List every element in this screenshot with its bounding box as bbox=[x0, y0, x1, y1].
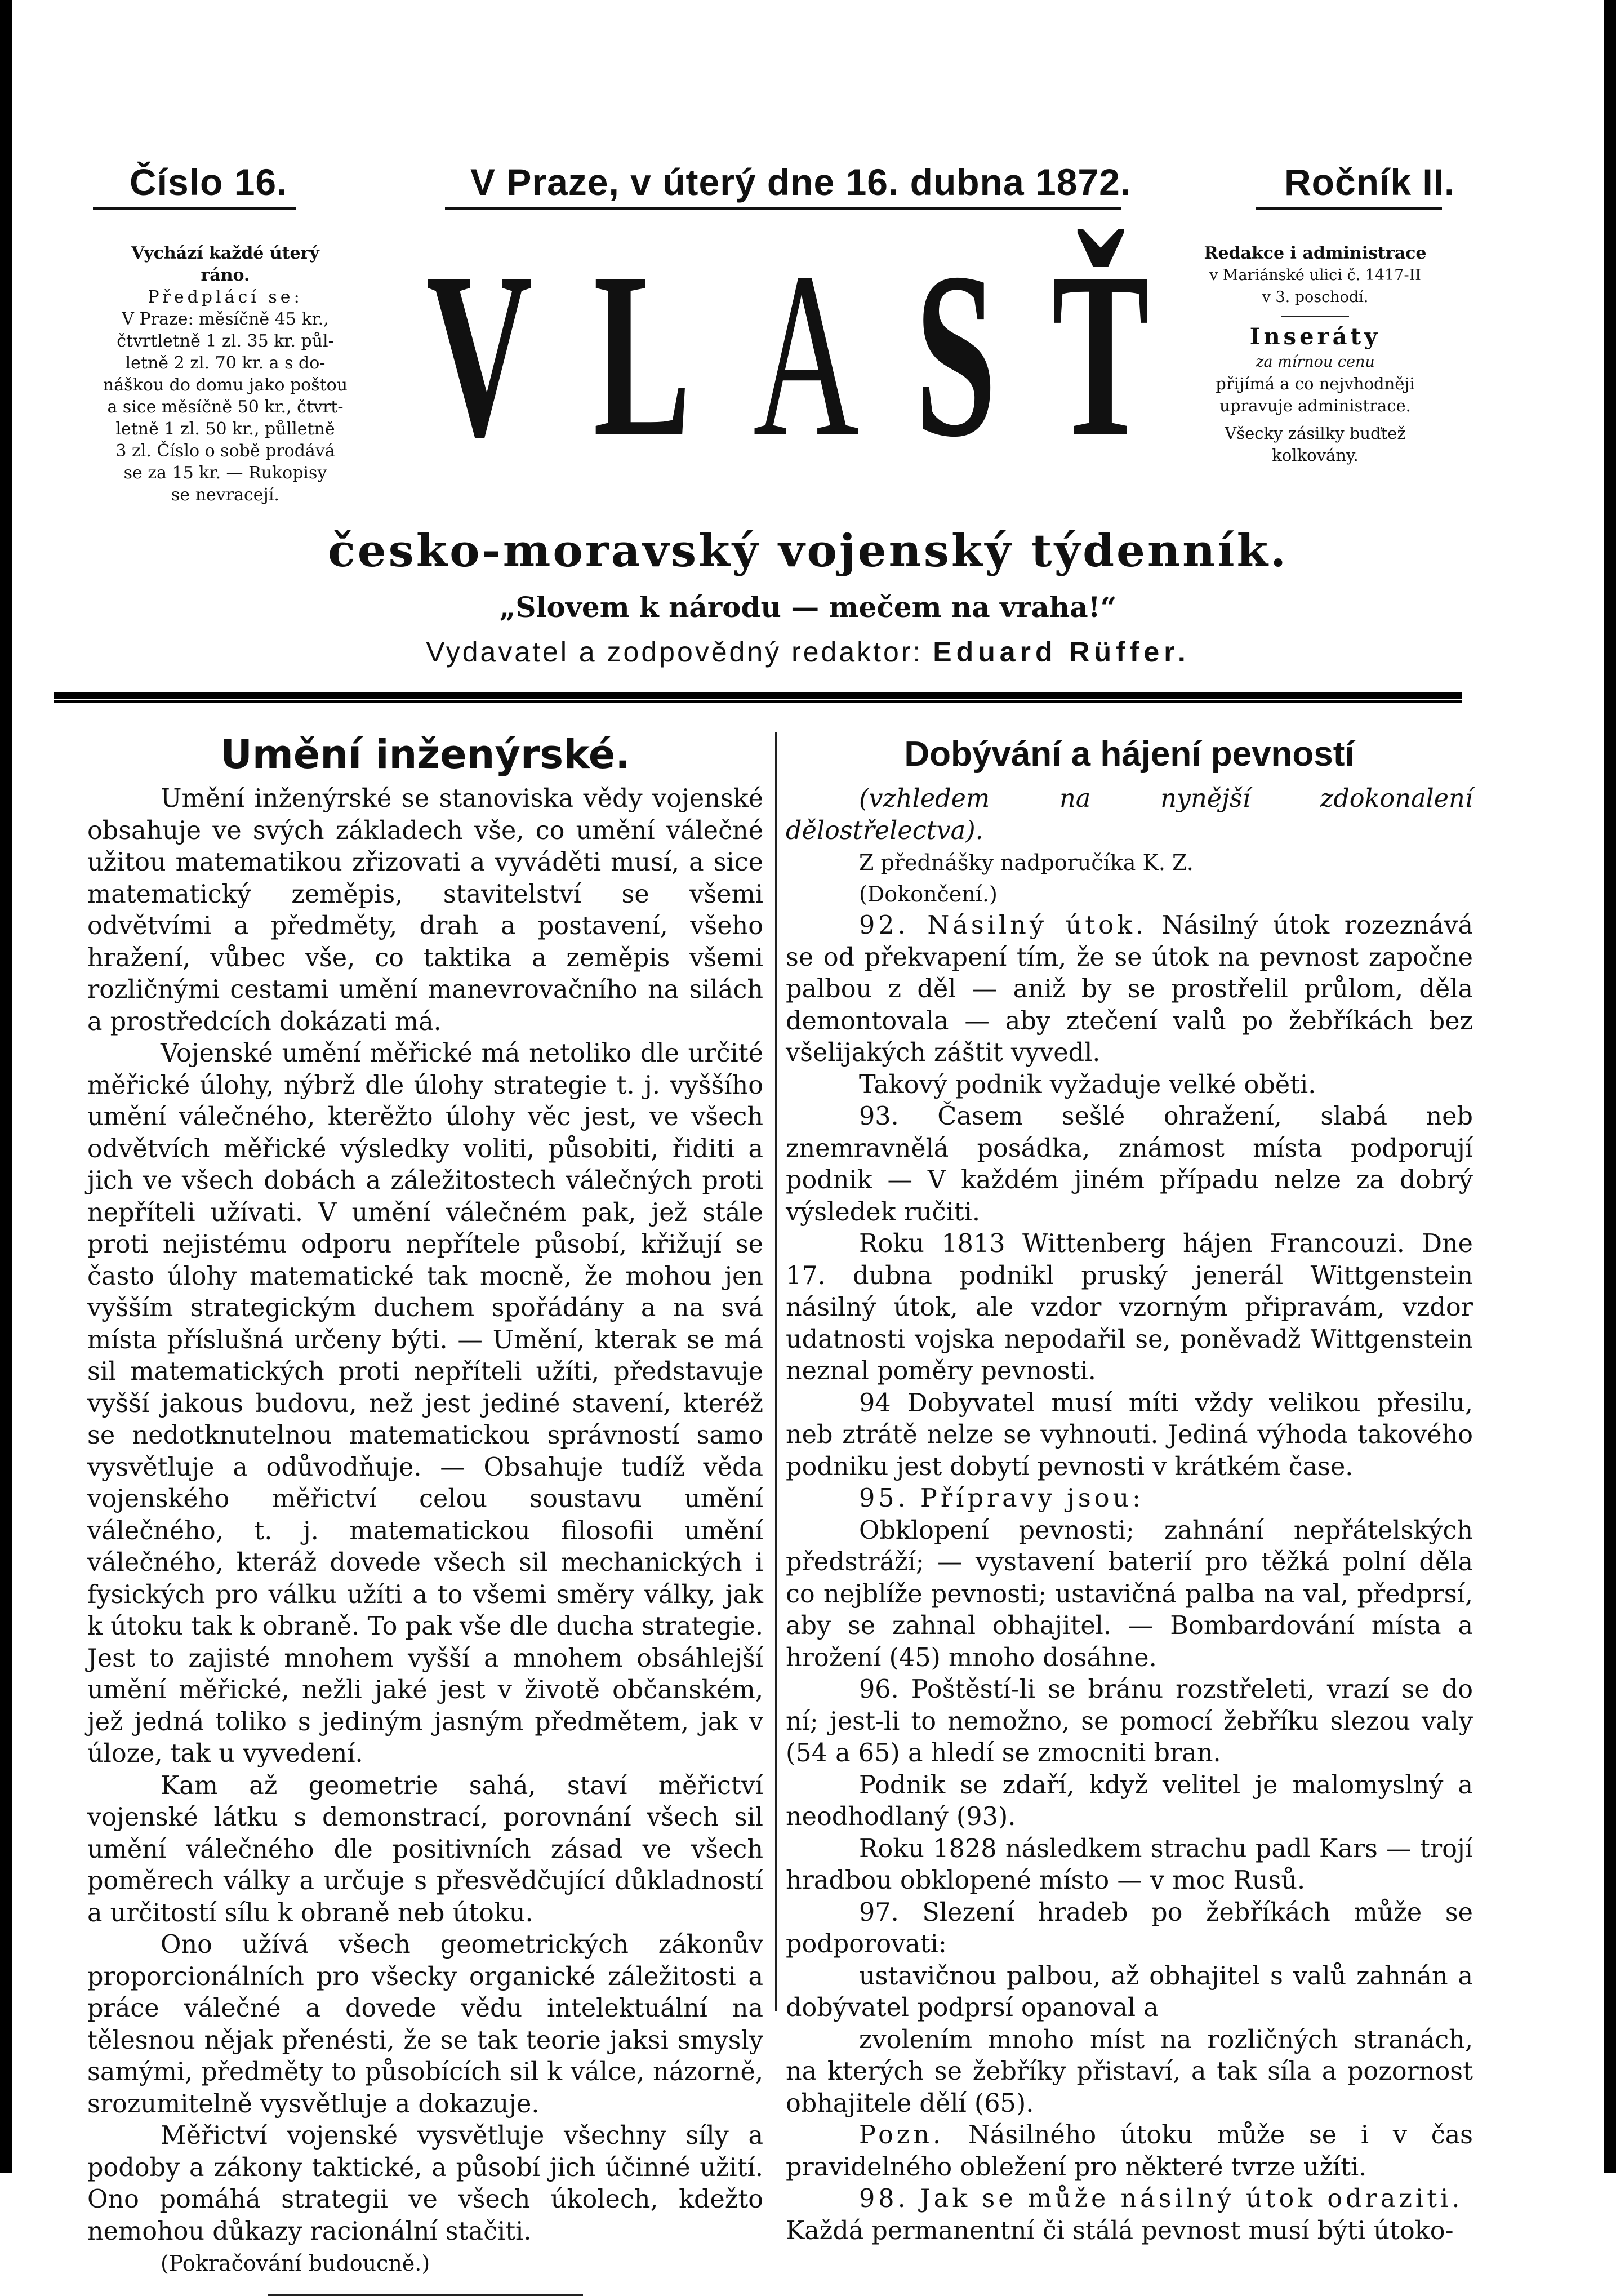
section-heading: 95. Přípravy jsou: bbox=[859, 1484, 1145, 1513]
info-line: Předplácí se: bbox=[148, 287, 303, 307]
info-line: za mírnou cenu bbox=[1256, 353, 1375, 371]
article-paragraph: Ono užívá všech geometrických zákonův proporcionálních pro všecky organické záležitosti a práce válečné a dovede vědu intelektuální na tělesnou nějak přenésti, že se tak teorie jaksi smysly samými, předměty to působících sil k válce, názorně, srozumitelně vysvětluje a dokazuje. bbox=[87, 1930, 763, 2119]
info-line: upravuje administrace. bbox=[1219, 396, 1411, 415]
info-line: náškou do domu jako poštou bbox=[103, 375, 348, 395]
section-heading: 92. Násilný útok. bbox=[859, 911, 1147, 940]
article-end-rule bbox=[268, 2294, 583, 2296]
publisher-prefix: Vydavatel a zodpovědný redaktor: bbox=[426, 636, 923, 668]
article-source: Z přednášky nadporučíka K. Z. bbox=[859, 850, 1194, 875]
article-paragraph: Roku 1813 Wittenberg hájen Francouzi. Dne 17. dubna podnikl pruský jenerál Wittgenstein násilný útok, ale vzdor vzorným připravám, vzdor udatnosti vojska nepodařil se, poněvadž Wittgenstein neznal poměry pevnosti. bbox=[786, 1229, 1473, 1385]
masthead-letter: Ť bbox=[1051, 224, 1150, 486]
info-line: ráno. bbox=[201, 265, 250, 285]
article-paragraph: ustavičnou palbou, až obhajitel s valů zahnán a dobývatel podprsí opanoval a bbox=[786, 1961, 1473, 2022]
masthead-letter: V bbox=[426, 224, 533, 486]
article-paragraph bbox=[786, 2120, 1473, 2183]
newspaper-subtitle: česko-moravský vojenský týdenník. bbox=[328, 524, 1288, 577]
masthead-title bbox=[394, 224, 1172, 486]
info-line: se za 15 kr. — Rukopisy bbox=[123, 463, 327, 483]
article-paragraph: zvolením mnoho míst na rozličných stranách, na kterých se žebříky přistaví, a tak síla a pozornost obhajitele dělí (65). bbox=[786, 2025, 1473, 2118]
article-paragraph: 94 Dobyvatel musí míti vždy velikou přesilu, neb ztrátě nelze se vyhnouti. Jediná výhoda takového podniku jest dobytí pevnosti v krátkém čase. bbox=[786, 1388, 1473, 1481]
article-paragraph: Kam až geometrie sahá, staví měřictví vojenské látku s demonstrací, porovnání všech sil umění válečného dle positivních zásad ve všech poměrech války a určuje s přesvědčující důkladností a určitostí sílu k obraně neb útoku. bbox=[87, 1771, 763, 1928]
article-subtitle: (vzhledem na nynější zdokonalení dělostřelectva). bbox=[786, 784, 1473, 845]
article-paragraph: Vojenské umění měřické má netoliko dle určité měřické úlohy, nýbrž dle úlohy strategie t. j. vyššího umění válečného, kterěžto úlohy věc jest, ve všech odvětvích měřické výsledky voliti, působiti, řiditi a jich ve všech dobách a záležitostech válečných proti nepříteli užívati. V umění válečném pak, jež stále proti nejistému odporu nepřítele působí, křižují se často úlohy matematické tak mocně, že mohou jen vyšším strategickým duchem spořádány a na svá místa příslušná určeny býti. — Umění, kterak se má sil matematických proti nepříteli užíti, představuje vyšší jakous budovu, než jest jediné stavení, kteréž se nedotknutelnou matematickou správností samo vysvětluje a odůvodňuje. — Obsahuje tudíž věda vojenského měřictví celou soustavu umění válečného, t. j. matematickou filosofii umění válečného, kteráž dovede všech sil mechanických i fysických pro válku užíti a to všemi směry války, jak k útoku tak k obraně. To pak vše dle ducha strategie. Jest to zajisté mnohem vyšší a mnohem obsáhlejší umění měřické, nežli jaké jest v životě občanském, jež jedná toliko s jediným jasným předmětem, jak v úloze, tak u vyvedení. bbox=[87, 1039, 763, 1768]
masthead-letter: A bbox=[753, 224, 860, 486]
info-divider bbox=[1281, 316, 1349, 317]
issue-number: Číslo 16. bbox=[130, 161, 288, 203]
continued-note: (Pokračování budoucně.) bbox=[161, 2251, 430, 2276]
note-heading: Pozn. bbox=[859, 2121, 945, 2150]
info-line: 3 zl. Číslo o sobě prodává bbox=[115, 441, 335, 461]
header-rule-right bbox=[1256, 207, 1442, 210]
section-text: Násilný útok rozeznává se od překvapení tím, že se útok na pevnost započne palbou z děl — aniž by se prostřelil průlom, děla demontovala — aby ztečení valů po žebříkách bez všelijakých záštit vyvedl. bbox=[786, 911, 1473, 1067]
article-paragraph: 97. Slezení hradeb po žebříkách může se podporovati: bbox=[786, 1898, 1473, 1959]
article-paragraph: Roku 1828 následkem strachu padl Kars — trojí hradbou obklopené místo — v moc Rusů. bbox=[786, 1834, 1473, 1895]
info-line: V Praze: měsíčně 45 kr., bbox=[122, 309, 329, 329]
info-line: letně 1 zl. 50 kr., půlletně bbox=[115, 419, 335, 439]
article-paragraph: Takový podnik vyžaduje velké oběti. bbox=[859, 1070, 1316, 1099]
article-paragraph: Každá permanentní či stálá pevnost musí býti útoko- bbox=[786, 2216, 1454, 2245]
article-paragraph: 93. Časem sešlé ohražení, slabá neb znemravnělá posádka, známost místa podporují podnik — V každém jiném případu nelze za dobrý výsledek ručiti. bbox=[786, 1102, 1473, 1227]
left-article bbox=[87, 732, 763, 2296]
issue-date: V Praze, v úterý dne 16. dubna 1872. bbox=[470, 161, 1132, 203]
info-heading: Inseráty bbox=[1249, 323, 1381, 350]
info-line: přijímá a co nejvhodněji bbox=[1216, 374, 1415, 393]
section-heading: 98. Jak se může násilný útok odraziti. bbox=[859, 2184, 1463, 2213]
info-line: v 3. poschodí. bbox=[1262, 288, 1369, 306]
article-paragraph bbox=[786, 910, 1473, 1069]
masthead-letter: L bbox=[593, 224, 691, 486]
header-rule-left bbox=[93, 207, 296, 210]
article-paragraph: Měřictví vojenské vysvětluje všechny síly a podoby a zákony taktické, a působí jich účinné užití. Ono pomáhá strategii ve všech úkolech, kdežto nemohou důkazy racionální stačiti. bbox=[87, 2121, 763, 2246]
publisher-name: Eduard Rüffer. bbox=[933, 636, 1190, 668]
info-line: se nevracejí. bbox=[171, 485, 279, 505]
header-rule-center bbox=[445, 207, 1121, 210]
article-paragraph: Podnik se zdaří, když velitel je malomyslný a neodhodlaný (93). bbox=[786, 1770, 1473, 1831]
info-line: Vychází každé úterý bbox=[131, 243, 319, 263]
article-paragraph: Obklopení pevnosti; zahnání nepřátelských předstráží; — vystavení baterií pro těžká polní děla co nejblíže pevnosti; ustavičná palba na val, předprsí, aby se zahnal obhajitel. — Bombardování místa a hrožení (45) mnoho dosáhne. bbox=[786, 1516, 1473, 1672]
info-line: letně 2 zl. 70 kr. a s do- bbox=[125, 353, 326, 373]
masthead-letter: S bbox=[915, 224, 997, 486]
volume-number: Ročník II. bbox=[1284, 161, 1455, 203]
info-line: a sice měsíčně 50 kr., čtvrt- bbox=[107, 397, 344, 417]
right-article bbox=[786, 732, 1473, 2247]
subscription-info bbox=[79, 242, 372, 506]
article-status: (Dokončení.) bbox=[859, 882, 998, 907]
note-text: Násilného útoku může se i v čas pravidelného obležení pro některé tvrze užíti. bbox=[786, 2121, 1473, 2182]
publisher-line bbox=[0, 636, 1616, 668]
article-paragraph: Umění inženýrské se stanoviska vědy vojenské obsahuje ve svých základech vše, co umění válečné užitou matematikou zřizovati a vyváděti musí, a sice matematický zeměpis, stavitelství se všemi odvětvími a předměty, drah a postavení, všeho hražení, vůbec vše, co taktika a zeměpis všemi rozličnými cestami umění manevrovačního na silách a prostředcích dokázati má. bbox=[87, 784, 763, 1036]
info-line: v Mariánské ulici č. 1417-II bbox=[1209, 267, 1421, 284]
administration-info bbox=[1174, 242, 1456, 467]
masthead-divider bbox=[54, 692, 1462, 703]
info-line: Všecky zásilky buďtež bbox=[1225, 424, 1406, 443]
column-divider bbox=[775, 732, 777, 2011]
info-line: kolkovány. bbox=[1272, 446, 1359, 465]
info-line: čtvrtletně 1 zl. 35 kr. půl- bbox=[117, 331, 334, 351]
article-title: Dobývání a hájení pevností bbox=[904, 735, 1355, 774]
info-line: Redakce i administrace bbox=[1204, 243, 1427, 263]
article-paragraph: 96. Poštěstí-li se bránu rozstřeleti, vrazí se do ní; jest-li to nemožno, se pomocí žebříku slezou valy (54 a 65) a hledí se zmocniti bran. bbox=[786, 1675, 1473, 1767]
article-title: Umění inženýrské. bbox=[220, 731, 630, 778]
newspaper-motto: „Slovem k národu — mečem na vraha!“ bbox=[499, 590, 1117, 624]
